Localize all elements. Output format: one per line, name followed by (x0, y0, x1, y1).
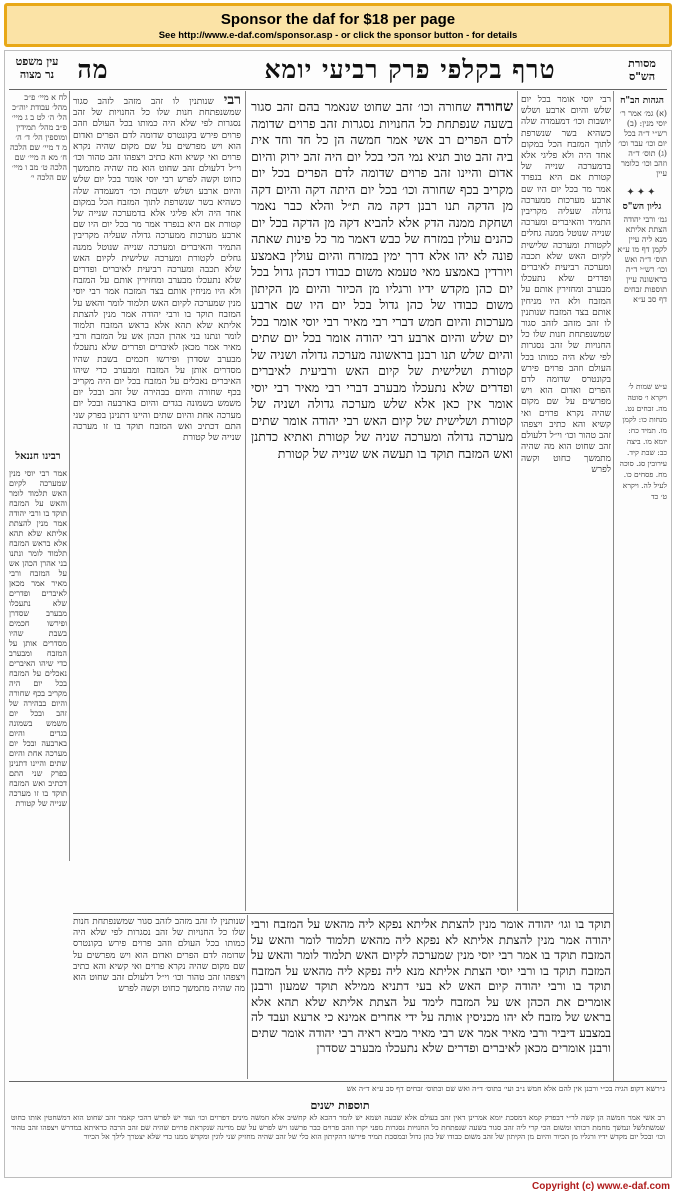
ein-mishpat-column: לח א מיי׳ פ״ב מהל׳ עבודת יוה״כ הל׳ ה׳ לט ב ג מיי׳ פ״ב מהל׳ תמידין ומוספין הל׳ ד׳ ה׳ מ ד מיי׳ שם הלכה ח׳ מא ה מיי׳ שם הלכה ט׳ מב ו מיי׳ שם הלכה י׳ (9, 93, 67, 182)
sponsor-title: Sponsor the daf for $18 per page (220, 11, 456, 28)
rashi-text: רבי יוסי אומר בכל יום שלש והיום ארבע ושלש יושבות וכו׳ דמעמדה שלה כשהיא בשר שנשרפת לתוך המזבח הכל במקום אחד היה ולא פליגי אלא בדמערכה שנייה של קטורת אם היא בנפרד אמר מר בכל יום היו שם ארבע מערכות ממערכה גדולה שעליה מקריבין התמיד והאיברים ומערכה שנייה שנוטל ממנה גחלים לקטורת ומערכה שלישית לקיום האש שלא תכבה ומערכה רביעית לאיברים ופדרים שלא נתעכלו מבערב ומחזירין אותם על המזבח ולא היו מניחין אותם בצד המזבח (521, 95, 611, 318)
masoret-references: ע״ש שמות ל׳ ויקרא ו׳ סוטה מה. זבחים נט. מנחות כו: לקמן מו. תמיד כח: יומא מו. ביצה כב: שבת קיד. עירובין סג. סוכה מח. פסחים כו. לעיל לה. ויקרא ט׳ כד (619, 382, 667, 501)
tosafot-column (73, 95, 241, 905)
page-header-title: טרף בקלפי פרק רביעי יומא (264, 55, 556, 84)
hagahot-text: (א) גמ׳ אמר ר׳ יוסי מנין: (ב) רש״י ד״ה בכל יום וכו׳ עבר וכו׳ (ג) תוס׳ ד״ה וזהב וכו׳ כלומר עיין (618, 109, 667, 178)
tosafot-main-rule (245, 91, 246, 911)
rabbeinu-chananel-text: אמר רבי יוסי מנין שמערכה לקיום האש תלמוד לומר והאש על המזבח תוקד בו ורבי יהודה אמר מנין להצתת אליתא שלא תהא אלא בראש המזבח תלמוד לומר ונתנו בני אהרן הכהן אש על המזבח ורבי מאיר אמר מכאן לאיברים ופדרים שלא נתעכלו מבערב שסדרן ופירשו חכמים בשבת שהיו מסדרים אותן על המזבח ומבערב כדי שיהו האיברים נאכלים על המזבח בכל יום היה מקריב בכף שחורה והיום בבהירה של זהב ובכל יום משמש בשמונה בגדים והיום בארבעה ובכל יום מערכה אחת והיום שתים והיינו דתנינן בפרק שני התם דכתיב ואש המזבח תוקד בו זו מערכה שנייה של קטורת (9, 469, 67, 808)
gemara-opening-word: שחורה (476, 99, 513, 115)
rashi-column (521, 95, 611, 855)
left-margin-rule (69, 91, 70, 861)
tosafot-text-cont-2: אמר רבי יוסי מנין שמערכה לקיום האש תלמוד לומר והאש על המזבח תוקד בו ורבי יהודה אמר מנין להצתת אליתא שלא תהא אלא בראש המזבח תלמוד לומר ונתנו בני אהרן הכהן אש על המזבח ורבי מאיר אמר מכאן לאיברים ופדרים שלא נתעכלו מבערב שסדרן ופירשו חכמים בשבת שהיו מסדרים אותן על המזבח ומבערב כדי שיהו האיברים נאכלים על המזבח בכל יום היה מקריב בכף שחורה והיום בבהירה של זהב ובכל יום משמש בשמונה בגדים והיום בארבעה ובכל יום מערכה אחת והיום שתים והיינו דתנינן בפרק שני התם דכתיב ואש המזבח תוקד בו זו מערכה שנייה של קטורת (73, 287, 241, 444)
gemara-lower-text: תוקד בו וגו׳ יהודה אומר מנין להצתת אליתא נפקא ליה מהאש על המזבח ורבי יהודה אמר מנין להצתת אליתא לא נפקא ליה מהאש תלמוד לומר והאש על המזבח תוקד בו אמר רבי יוסי מנין שמערכה לקיום האש תלמוד לומר והאש על המזבח תוקד בו ורבי יוסי הצתת אליתא מנא ליה נפקא ליה מהאש על המזבח תוקד בו ורבי יהודה קיום האש לא בעי דתניא ממילא תוקד שמעון ורבנן אומרים את הכהן אש על המזבח לימד על הצתת אליתא שלא תהא אלא בראש של מזבח לא יהו מכניסין אותה על ידי אחרים אמינא כי ארעא ועבד לה במצבע דיביר ורבי מאיר אמר אש רבי מאיר מביא ראיה רבי יהודה אומר שתים ורבנן אומרים מכאן לאיברים ופדרים שלא נתעכלו מבערב שסדרן (251, 917, 611, 1055)
lower-column-rule (247, 915, 248, 1079)
copyright-notice[interactable]: Copyright (c) www.e-daf.com (532, 1181, 670, 1192)
tosafot-opening-word: רבי (223, 95, 241, 108)
rabbeinu-chananel-title: רבינו חננאל (15, 451, 61, 462)
tosafot-yeshanim-text: רב אשי אמר חמשה הן קשה לר״י דבפרק קמא דמסכת יומא אמרינן דאין זהב בעולם אלא שבעה ושמא יש לומר דהכא לא קחשיב אלא חמשה מינים דפרוים וכו׳ ועוד יש לפרש דהכי קאמר זהב שחוט הוא דמשחטין אותו כחוט שמשתלשל ונמשך מחמת רכותו ומשום הכי קרי ליה זהב סגור בשעה שנפתחת כל החנויות נסגרות מפני יקרו וזהב פרוים כבר פרשנו ויש לפרש על שם מדינה שנקראת פרוים שהיה שם זהב הרבה כדאיתא במדרש ויצפהו זהב טהור וכו׳ ובכל יום מקדש ידיו ורגליו מן הכיור והיום מן הקיתון של זהב משום כבודו של כהן גדול ובמסכת תמיד פירשו דהקיתון הוא כלי של זהב שהיה מחזיק שני לוגין ומקדש ממנו כדי שלא יצטרך לילך אל הכיור (11, 1113, 665, 1141)
sponsor-subtitle: See http://www.e-daf.com/sponsor.asp - or click the sponsor button - for details (158, 30, 518, 41)
gemara-text-1: שחורה וכו׳ זהב שחוט שנאמר בהם זהב סגור בשעה שנפתחת כל החנויות נסגרות זהב פרוים שדומה לדם הפרים רב אשי אמר חמשה הן כל חד וחד אית ביה זהב טוב תניא נמי הכי בכל יום היה זהב ירוק והיום אדום והיינו זהב פרוים שדומה לדם הפרים בכל יום מקריב בכף שחורה וכו׳ בכל יום היתה דקה והיום דקה מן הדקה תנו רבנן דקה מה ת״ל והלא כבר נאמר ושחקת ממנה הדק אלא להביא דקה מן הדקה בכל יום כהנים עולין במזרח של כבש דאמר מר כל פינות שאתה פונה לא יהו אלא דרך ימין במזרח והיום עולין באמצע ויורדין באמצע מאי טעמא משום כבודו דכהן גדול בכל יום כהן מקדש ידיו ורגליו מן הכיור והיום מן הקיתון משום כבודו של כהן גדול בכל יום היו שם ארבע מערכות והיום חמש דברי רבי מאיר רבי יוסי אומר בכל יום שלש והיום ארבע רבי יהודה אומר בכל יום שתים והיום שלש (251, 99, 513, 362)
masoret-label: מסורת הש"ס (628, 57, 656, 83)
gemara-text-2: תנו רבנן בראשונה מערכה גדולה ושניה של קטורת ושלישית של קיום האש ורביעית לאיברים ופדרים שלא נתעכלו מבערב דברי רבי מאיר רבי יוסי אומר אין כאן אלא שלש מערכה גדולה ושניה של קטורת ושלישית של קיום האש רבי יהודה אומר שתים מערכה גדולה ומערכה שניה של קטורת ואתיא כדתנן ואש המזבח תוקד בו תעשה אש שנייה של קטורת (251, 346, 513, 461)
tosafot-text-cont: רבי יוסי אומר בכל יום שלש והיום ארבע ושלש יושבות וכו׳ דמעמדה שלה כשהיא בשר שנשרפת לתוך המזבח הכל במקום אחד היה ולא פליגי אלא בדמערכה שנייה של קטורת אם היא בנפרד אמר מר בכל יום היו שם ארבע מערכות ממערכה גדולה שעליה מקריבין התמיד והאיברים ומערכה שנייה שנוטל ממנה גחלים לקטורת ומערכה שלישית לקיום האש שלא תכבה ומערכה רביעית לאיברים ופדרים שלא נתעכלו מבערב ומחזירין אותם על המזבח ולא היו מניחין אותם בצד המזבח (73, 175, 241, 298)
right-margin-rule (613, 91, 614, 1081)
gilyon-title: גליון הש"ס (622, 202, 662, 212)
page-letter: מה (77, 55, 109, 84)
header-rule (9, 89, 667, 90)
bottom-glosses: ג״רשא דקופ הגיה בכ״י ורבנן אין להם אלא חמש נ״ב ועי׳ בתוס׳ ד״ה ואש שם ובתוס׳ זבחים דף סב ע״א ד״ה אש (346, 1084, 665, 1093)
talmud-page (4, 50, 672, 1178)
tosafot-text: שנותנין לו זהב מזהב לזהב סגור שמשנפתחת חנות שלו כל החנויות של זהב נסגרות לפי שלא היה כמותו בכל העולם וזהב פרוים פירש בקונטרס שדומה לדם הפרים ואדום הוא ויש מפרשים על שם מקום שהיה נקרא פרוים ואי קשיא והא כתיב ויצפהו זהב טהור וכו׳ וי״ל דלעולם זהב שחוט הוא מה שהיה מתמשך כחוט וקשה לפרש (73, 97, 241, 186)
ein-mishpat-label: עין משפט נר מצוה (15, 55, 59, 81)
hagahot-title: הגהות הב"ח (620, 96, 664, 106)
gilyon-text: גמ׳ ורבי יהודה הצתת אליתא מנא ליה עיין לקמן דף מו ע״א תוס׳ ד״ה ואש וכו׳ רש״י ד״ה בראשונה עיין תוספות זבחים דף סב ע״א (617, 215, 667, 304)
sponsor-banner[interactable] (4, 3, 672, 47)
tosafot-yeshanim-title: תוספות ישנים (310, 1099, 370, 1112)
lower-text-rule (73, 913, 613, 914)
gemara-main-text (251, 99, 513, 869)
ornament-divider: ✦✦✦ (626, 187, 658, 198)
main-rashi-rule (517, 91, 518, 911)
rashi-text-cont: שנותנין לו זהב מזהב לזהב סגור שמשנפתחת חנות שלו כל החנויות של זהב נסגרות לפי שלא היה כמותו בכל העולם וזהב פרוים פירש בקונטרס שדומה לדם הפרים ואדום הוא ויש מפרשים על שם מקום שהיה נקרא פרוים ואי קשיא והא כתיב ויצפהו זהב טהור וכו׳ וי״ל דלעולם זהב שחוט הוא מה שהיה מתמשך כחוט וקשה לפרש (521, 307, 611, 475)
bottom-rule (9, 1081, 667, 1082)
tosafot-lower-text: שנותנין לו זהב מזהב לזהב סגור שמשנפתחת חנות שלו כל החנויות של זהב נסגרות לפי שלא היה כמותו בכל העולם וזהב פרוים פירש בקונטרס שדומה לדם הפרים ואדום הוא ויש מפרשים על שם מקום שהיה נקרא פרוים ואי קשיא והא כתיב ויצפהו זהב טהור וכו׳ וי״ל דלעולם זהב שחוט הוא מה שהיה מתמשך כחוט וקשה לפרש (73, 917, 245, 995)
